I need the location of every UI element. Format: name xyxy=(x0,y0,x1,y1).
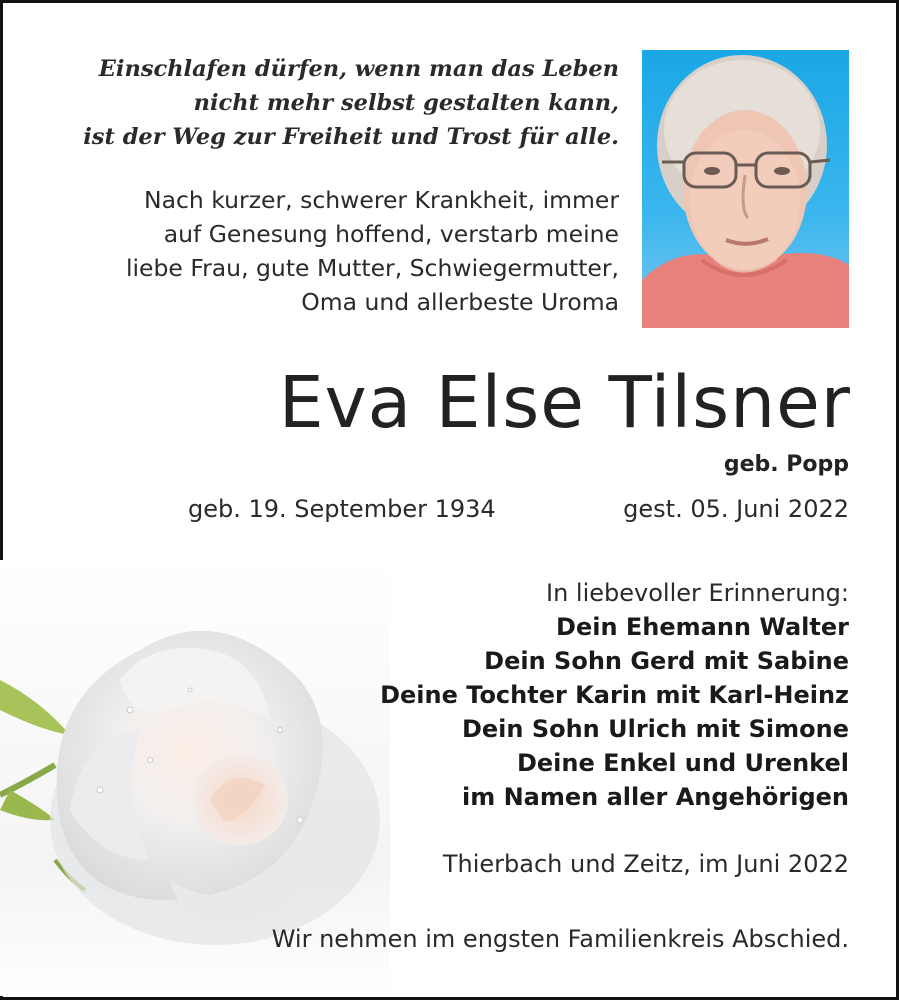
intro-line: Nach kurzer, schwerer Krankheit, immer xyxy=(143,186,619,214)
death-date: gest. 05. Juni 2022 xyxy=(623,495,849,523)
poem-line: nicht mehr selbst gestalten kann, xyxy=(193,90,619,116)
place-date: Thierbach und Zeitz, im Juni 2022 xyxy=(442,850,849,878)
memory-heading: In liebevoller Erinnerung: xyxy=(546,579,849,607)
mourner-line: Dein Sohn Gerd mit Sabine xyxy=(484,647,849,675)
intro-line: liebe Frau, gute Mutter, Schwiegermutter, xyxy=(125,254,619,282)
poem-line: ist der Weg zur Freiheit und Trost für alle. xyxy=(83,124,619,150)
deceased-name: Eva Else Tilsner xyxy=(278,361,851,444)
maiden-name: geb. Popp xyxy=(723,452,849,477)
birth-date: geb. 19. September 1934 xyxy=(188,495,496,523)
intro-line: auf Genesung hoffend, verstarb meine xyxy=(163,220,619,248)
mourner-line: Deine Tochter Karin mit Karl-Heinz xyxy=(380,681,849,709)
mourner-line: Dein Ehemann Walter xyxy=(556,613,849,641)
intro-text xyxy=(126,183,619,319)
mourners-list xyxy=(380,610,849,814)
mourner-line: im Namen aller Angehörigen xyxy=(461,783,849,811)
portrait-illustration xyxy=(642,50,849,328)
portrait-photo xyxy=(642,50,849,328)
farewell-text: Wir nehmen im engsten Familienkreis Abschied. xyxy=(271,925,849,953)
poem-line: Einschlafen dürfen, wenn man das Leben xyxy=(98,56,619,82)
intro-line: Oma und allerbeste Uroma xyxy=(301,288,619,316)
mourner-line: Deine Enkel und Urenkel xyxy=(516,749,849,777)
poem-verse xyxy=(83,52,619,154)
mourner-line: Dein Sohn Ulrich mit Simone xyxy=(461,715,849,743)
